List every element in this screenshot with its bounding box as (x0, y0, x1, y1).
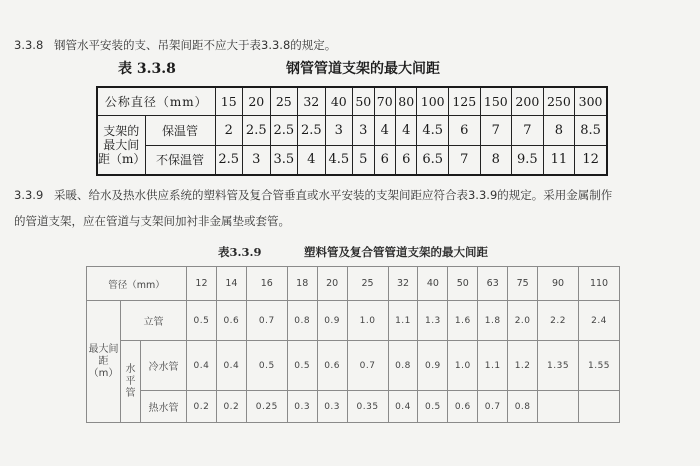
diameter-cell: 80 (395, 87, 416, 115)
value-cell: 4.5 (417, 115, 449, 145)
table-title: 塑料管及复合管管道支架的最大间距 (304, 245, 488, 259)
value-cell: 1.2 (508, 341, 538, 391)
diameter-cell: 25 (270, 87, 298, 115)
non-insulated-pipe-label: 不保温管 (145, 145, 215, 175)
value-cell: 1.1 (388, 301, 418, 341)
clause-number: 3.3.8 (14, 38, 44, 52)
diameter-cell: 14 (216, 267, 246, 301)
value-cell: 3 (353, 115, 374, 145)
hot-water-pipe-label: 热水管 (141, 391, 187, 423)
value-cell: 2.4 (579, 301, 620, 341)
value-cell: 1.0 (448, 341, 478, 391)
table-number: 表3.3.9 (218, 245, 262, 259)
diameter-cell: 20 (243, 87, 271, 115)
diameter-cell: 70 (374, 87, 395, 115)
value-cell: 4 (374, 115, 395, 145)
value-cell: 0.2 (187, 391, 217, 423)
steel-pipe-support-spacing-table (96, 86, 608, 176)
value-cell: 6 (395, 145, 416, 175)
value-cell: 0.8 (508, 391, 538, 423)
value-cell: 4 (395, 115, 416, 145)
diameter-cell: 63 (478, 267, 508, 301)
value-cell: 6 (448, 115, 480, 145)
value-cell: 1.8 (478, 301, 508, 341)
max-spacing-row-label: 最大间距（m） (87, 301, 121, 423)
value-cell: 2.5 (243, 115, 271, 145)
value-cell: 2.5 (270, 115, 298, 145)
diameter-cell: 40 (418, 267, 448, 301)
value-cell: 0.5 (287, 341, 317, 391)
value-cell: 3.5 (270, 145, 298, 175)
value-cell: 9.5 (512, 145, 544, 175)
value-cell: 5 (353, 145, 374, 175)
pipe-diameter-header: 管径（mm） (87, 267, 187, 301)
diameter-cell: 300 (575, 87, 607, 115)
value-cell: 7 (480, 115, 512, 145)
diameter-cell: 32 (388, 267, 418, 301)
value-cell: 0.8 (287, 301, 317, 341)
diameter-cell: 16 (246, 267, 287, 301)
value-cell: 0.25 (246, 391, 287, 423)
value-cell: 0.2 (216, 391, 246, 423)
value-cell: 8 (480, 145, 512, 175)
value-cell: 0.6 (216, 301, 246, 341)
diameter-cell: 250 (543, 87, 575, 115)
diameter-cell: 125 (448, 87, 480, 115)
clause-number: 3.3.9 (14, 188, 44, 202)
clause-3-3-9 (14, 186, 612, 205)
diameter-cell: 15 (215, 87, 243, 115)
diameter-cell: 100 (417, 87, 449, 115)
value-cell: 0.6 (448, 391, 478, 423)
value-cell: 8 (543, 115, 575, 145)
table-row (97, 145, 607, 175)
value-cell: 0.9 (317, 301, 347, 341)
value-cell: 6 (374, 145, 395, 175)
value-cell: 7 (512, 115, 544, 145)
horizontal-pipe-label: 水平管 (121, 341, 141, 423)
diameter-cell: 12 (187, 267, 217, 301)
diameter-cell: 18 (287, 267, 317, 301)
table-number: 表 3.3.8 (118, 61, 176, 77)
diameter-cell: 200 (512, 87, 544, 115)
value-cell: 2.0 (508, 301, 538, 341)
value-cell: 0.4 (216, 341, 246, 391)
plastic-composite-pipe-support-spacing-table (86, 266, 620, 423)
max-spacing-row-label: 支架的最大间距（m） (97, 115, 145, 175)
diameter-cell: 40 (325, 87, 353, 115)
value-cell: 3 (325, 115, 353, 145)
table-row (97, 115, 607, 145)
vertical-pipe-label: 立管 (121, 301, 187, 341)
table-title: 钢管管道支架的最大间距 (286, 61, 440, 77)
value-cell: 0.9 (418, 341, 448, 391)
value-cell: 1.0 (347, 301, 388, 341)
table-row (87, 391, 620, 423)
insulated-pipe-label: 保温管 (145, 115, 215, 145)
value-cell: 0.8 (388, 341, 418, 391)
value-cell: 1.35 (538, 341, 579, 391)
diameter-cell: 150 (480, 87, 512, 115)
diameter-cell: 20 (317, 267, 347, 301)
value-cell: 1.55 (579, 341, 620, 391)
cold-water-pipe-label: 冷水管 (141, 341, 187, 391)
value-cell: 1.3 (418, 301, 448, 341)
table-row (87, 301, 620, 341)
value-cell: 2 (215, 115, 243, 145)
value-cell: 4.5 (325, 145, 353, 175)
value-cell: 1.6 (448, 301, 478, 341)
value-cell: 12 (575, 145, 607, 175)
table-header-row (87, 267, 620, 301)
value-cell: 0.7 (246, 301, 287, 341)
value-cell: 4 (298, 145, 326, 175)
diameter-cell: 75 (508, 267, 538, 301)
value-cell: 0.7 (478, 391, 508, 423)
value-cell: 2.2 (538, 301, 579, 341)
diameter-cell: 25 (347, 267, 388, 301)
value-cell: 2.5 (298, 115, 326, 145)
value-cell: 0.3 (287, 391, 317, 423)
value-cell: 7 (448, 145, 480, 175)
diameter-cell: 110 (579, 267, 620, 301)
nominal-diameter-header: 公称直径（mm） (97, 87, 215, 115)
clause-text-line-1: 采暖、给水及热水供应系统的塑料管及复合管垂直或水平安装的支架间距应符合表3.3.9的规定。采用金属制作 (54, 188, 613, 202)
diameter-cell: 32 (298, 87, 326, 115)
value-cell: 6.5 (417, 145, 449, 175)
value-cell: 0.4 (388, 391, 418, 423)
value-cell: 0.5 (418, 391, 448, 423)
diameter-cell: 50 (448, 267, 478, 301)
value-cell (538, 391, 579, 423)
value-cell: 1.1 (478, 341, 508, 391)
clause-text-line-2: 的管道支架，应在管道与支架间加衬非金属垫或套管。 (14, 214, 290, 228)
value-cell: 2.5 (215, 145, 243, 175)
clause-text: 钢管水平安装的支、吊架间距不应大于表3.3.8的规定。 (54, 38, 337, 52)
value-cell: 0.6 (317, 341, 347, 391)
diameter-cell: 90 (538, 267, 579, 301)
value-cell: 3 (243, 145, 271, 175)
value-cell: 0.35 (347, 391, 388, 423)
value-cell: 0.5 (246, 341, 287, 391)
value-cell: 0.5 (187, 301, 217, 341)
diameter-cell: 50 (353, 87, 374, 115)
value-cell: 11 (543, 145, 575, 175)
value-cell (579, 391, 620, 423)
value-cell: 0.3 (317, 391, 347, 423)
value-cell: 0.4 (187, 341, 217, 391)
clause-3-3-9-continued (14, 212, 290, 231)
table-row (87, 341, 620, 391)
value-cell: 0.7 (347, 341, 388, 391)
clause-3-3-8 (14, 36, 336, 55)
value-cell: 8.5 (575, 115, 607, 145)
table-header-row (97, 87, 607, 115)
